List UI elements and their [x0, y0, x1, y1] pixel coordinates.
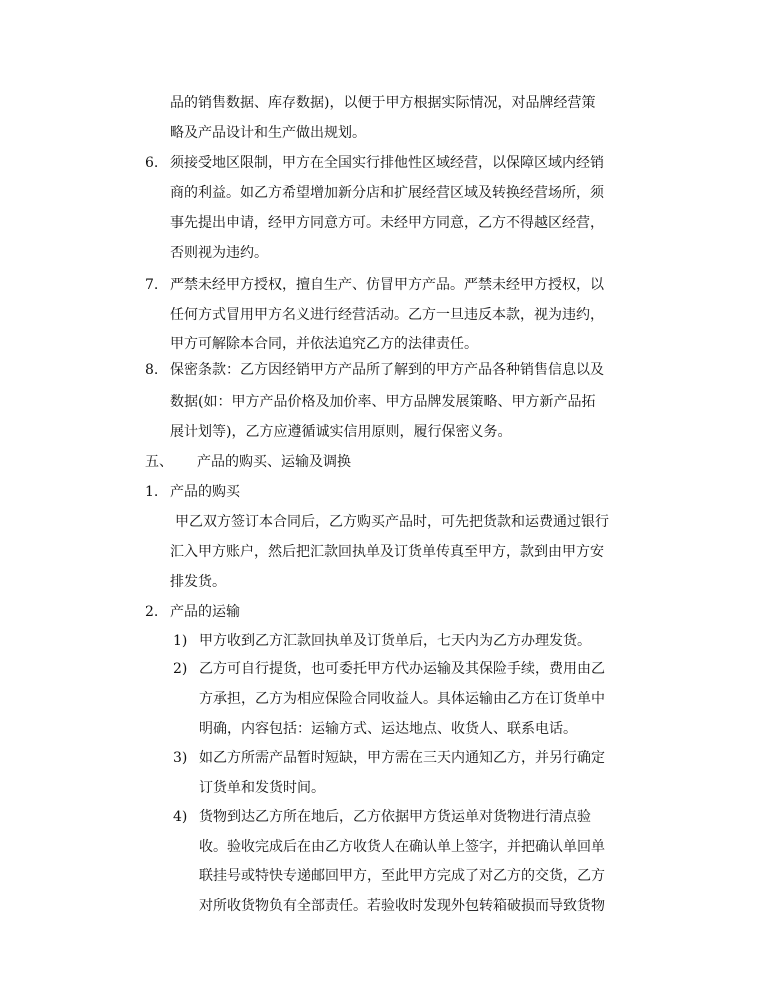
text-line: 汇入甲方账户，然后把汇款回执单及订货单传真至甲方，款到由甲方安 [170, 544, 604, 560]
item-number-7: 7. [145, 277, 159, 293]
text-line: 严禁未经甲方授权，擅自生产、仿冒甲方产品。严禁未经甲方授权，以 [170, 277, 604, 293]
text-line: 明确，内容包括：运输方式、运达地点、收货人、联系电话。 [199, 721, 577, 737]
text-line: 乙方可自行提货，也可委托甲方代办运输及其保险手续，费用由乙 [199, 661, 605, 677]
text-line: 数据(如：甲方产品价格及加价率、甲方品牌发展策略、甲方新产品拓 [170, 394, 596, 410]
item-number-6: 6. [145, 155, 159, 171]
text-line: 甲乙双方签订本合同后，乙方购买产品时，可先把货款和运费通过银行 [175, 514, 609, 530]
text-line: 联挂号或特快专递邮回甲方，至此甲方完成了对乙方的交货，乙方 [199, 868, 605, 884]
text-line: 商的利益。如乙方希望增加新分店和扩展经营区域及转换经营场所，须 [170, 185, 604, 201]
sub-item-1: 1) [173, 633, 188, 649]
item-heading: 产品的运输 [170, 604, 240, 620]
text-line: 须接受地区限制，甲方在全国实行排他性区域经营，以保障区域内经销 [170, 155, 604, 171]
section-number-5: 五、 [145, 454, 173, 470]
item-heading: 产品的购买 [170, 484, 240, 500]
section-heading: 产品的购买、运输及调换 [197, 454, 351, 470]
text-line: 任何方式冒用甲方名义进行经营活动。乙方一旦违反本款，视为违约， [170, 307, 604, 323]
item-number-8: 8. [145, 362, 159, 378]
item-number-1: 1. [145, 484, 159, 500]
text-line: 如乙方所需产品暂时短缺，甲方需在三天内通知乙方，并另行确定 [199, 750, 605, 766]
text-line: 订货单和发货时间。 [199, 780, 325, 796]
text-line: 略及产品设计和生产做出规划。 [170, 125, 366, 141]
item-number-2: 2. [145, 604, 159, 620]
text-line: 品的销售数据、库存数据)，以便于甲方根据实际情况，对品牌经营策 [170, 95, 596, 111]
text-line: 事先提出申请，经甲方同意方可。未经甲方同意，乙方不得越区经营， [170, 215, 604, 231]
text-line: 否则视为违约。 [170, 245, 268, 261]
text-line: 甲方收到乙方汇款回执单及订货单后，七天内为乙方办理发货。 [199, 633, 591, 649]
text-line: 收。验收完成后在由乙方收货人在确认单上签字，并把确认单回单 [199, 839, 605, 855]
text-line: 甲方可解除本合同，并依法追究乙方的法律责任。 [170, 336, 478, 352]
text-line: 方承担，乙方为相应保险合同收益人。具体运输由乙方在订货单中 [199, 691, 605, 707]
text-line: 排发货。 [170, 574, 226, 590]
sub-item-3: 3) [173, 750, 188, 766]
text-line: 保密条款：乙方因经销甲方产品所了解到的甲方产品各种销售信息以及 [170, 362, 604, 378]
text-line: 货物到达乙方所在地后，乙方依据甲方货运单对货物进行清点验 [199, 809, 591, 825]
sub-item-4: 4) [173, 809, 188, 825]
sub-item-2: 2) [173, 661, 188, 677]
text-line: 对所收货物负有全部责任。若验收时发现外包转箱破损而导致货物 [199, 898, 605, 914]
text-line: 展计划等)，乙方应遵循诚实信用原则，履行保密义务。 [170, 424, 512, 440]
